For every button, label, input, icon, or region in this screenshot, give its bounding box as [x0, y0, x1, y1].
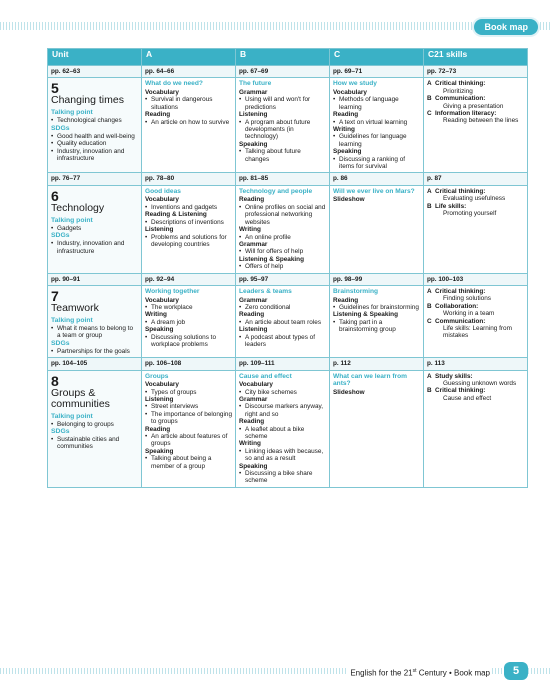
section-heading: Grammar: [239, 240, 268, 248]
column-header-row: [48, 49, 528, 66]
skill-detail: Finding solutions: [443, 295, 491, 303]
skill-text: [435, 203, 496, 218]
unit-title: Technology: [51, 201, 105, 214]
list-item: • Types of groups: [145, 389, 232, 396]
list-item: • Descriptions of inventions: [145, 219, 232, 226]
skill-heading: Collaboration:: [435, 302, 479, 310]
page-range: pp. 81–85: [236, 173, 330, 185]
lesson-a-cell: [142, 78, 236, 173]
section-heading: Speaking: [333, 148, 362, 156]
section-list: [239, 148, 326, 163]
list-item: • Zero conditional: [239, 304, 326, 311]
c21-skills-cell: [424, 285, 528, 357]
list-item: • An article about features of groups: [145, 433, 232, 448]
page-range: p. 113: [424, 358, 528, 370]
talking-point-list: [51, 225, 138, 232]
page-range: pp. 106–108: [142, 358, 236, 370]
skill-text: [435, 288, 491, 303]
section-heading: Listening: [145, 226, 174, 234]
skill-letter: B: [427, 302, 432, 310]
sdgs-label: SDGs: [51, 427, 70, 435]
talking-point-item: • Gadgets: [51, 225, 138, 232]
unit-row: [48, 185, 528, 273]
section-heading: Reading: [145, 111, 171, 119]
skill-heading: Study skills:: [435, 372, 473, 380]
section-heading: Listening & Speaking: [239, 255, 304, 263]
list-item: • Methods of language learning: [333, 96, 420, 111]
sdg-item: • Industry, innovation and infrastructure: [51, 148, 138, 163]
list-item: • The workplace: [145, 304, 232, 311]
skill-item: [427, 80, 524, 95]
section-list: [145, 204, 232, 211]
section-list: [333, 133, 420, 148]
section-list: [333, 156, 420, 171]
unit-cell: [48, 370, 142, 487]
section-list: [145, 403, 232, 425]
skill-letter: A: [427, 287, 432, 295]
skill-detail: Promoting yourself: [443, 210, 497, 218]
page-range: pp. 98–99: [330, 273, 424, 285]
list-item: • Guidelines for language learning: [333, 133, 420, 148]
section-heading: Grammar: [239, 395, 268, 403]
list-item: • Online profiles on social and professional networking websites: [239, 204, 326, 226]
section-list: [333, 96, 420, 111]
skill-item: [427, 110, 524, 125]
section-list: [145, 219, 232, 226]
list-item: • A dream job: [145, 319, 232, 326]
skill-item: [427, 188, 524, 203]
list-item: • Discourse markers anyway, right and so: [239, 403, 326, 418]
section-heading: Grammar: [239, 89, 268, 96]
skill-heading: Critical thinking:: [435, 187, 486, 195]
section-heading: Speaking: [145, 447, 174, 455]
unit-title: Changing times: [51, 94, 124, 107]
skill-item: [427, 373, 524, 388]
section-heading: Listening: [145, 395, 174, 403]
lesson-b-cell: [236, 78, 330, 173]
section-list: [333, 319, 420, 334]
lesson-title: Good ideas: [145, 187, 181, 195]
section-heading: Speaking: [239, 140, 268, 148]
talking-point-item: • What it means to belong to a team or group: [51, 325, 138, 340]
talking-point-list: [51, 117, 138, 124]
unit-number: 5: [51, 80, 59, 97]
unit-row: [48, 370, 528, 487]
section-list: [145, 334, 232, 349]
skill-letter: B: [427, 95, 432, 103]
lesson-a-cell: [142, 370, 236, 487]
skill-item: [427, 203, 524, 218]
lesson-b-cell: [236, 370, 330, 487]
section-heading: Reading: [239, 418, 265, 426]
lesson-b-cell: [236, 185, 330, 273]
skill-letter: B: [427, 387, 432, 395]
skill-detail: Giving a presentation: [443, 102, 504, 110]
skill-heading: Critical thinking:: [435, 387, 486, 395]
page-range: pp. 100–103: [424, 273, 528, 285]
section-heading: Speaking: [239, 462, 268, 470]
sdgs-label: SDGs: [51, 232, 70, 240]
section-heading: Vocabulary: [145, 196, 179, 204]
sdgs-label: SDGs: [51, 339, 70, 347]
section-list: [145, 319, 232, 326]
skill-letter: A: [427, 187, 432, 195]
section-heading: Vocabulary: [145, 89, 179, 96]
section-heading: Listening: [239, 326, 268, 334]
list-item: • Will for offers of help: [239, 248, 326, 255]
column-header-c21: C21 skills: [424, 49, 528, 66]
skill-text: [435, 303, 494, 318]
sdg-item: • Partnerships for the goals: [51, 348, 138, 355]
section-heading: Vocabulary: [145, 381, 179, 389]
talking-point-label: Talking point: [51, 216, 93, 224]
book-map-table: [47, 48, 528, 488]
sdgs-list: [51, 240, 138, 255]
section-list: [239, 470, 326, 485]
unit-title: Groups & communities: [51, 386, 110, 410]
list-item: • Discussing solutions to workplace problems: [145, 334, 232, 349]
section-list: [239, 204, 326, 226]
section-heading: Writing: [333, 126, 355, 134]
page-range: pp. 76–77: [48, 173, 142, 185]
unit-title: Teamwork: [51, 301, 99, 314]
section-heading: Vocabulary: [333, 89, 367, 96]
list-item: • A leaflet about a bike scheme: [239, 426, 326, 441]
section-list: [145, 389, 232, 396]
section-list: [239, 96, 326, 111]
talking-point-label: Talking point: [51, 109, 93, 117]
sdg-item: • Industry, innovation and infrastructure: [51, 240, 138, 255]
section-heading: Writing: [239, 226, 261, 234]
lesson-title: Brainstorming: [333, 287, 379, 295]
lesson-title: The future: [239, 80, 272, 88]
page-range-row: [48, 358, 528, 370]
skill-text: [435, 110, 518, 125]
c21-skills-cell: [424, 370, 528, 487]
skill-detail: Reading between the lines: [443, 117, 519, 125]
section-list: [239, 234, 326, 241]
page-number: 5: [504, 662, 528, 680]
skill-text: [435, 373, 516, 388]
skill-heading: Life skills:: [435, 202, 467, 210]
section-list: [239, 448, 326, 463]
unit-number: 6: [51, 187, 59, 204]
section-heading: Reading: [333, 296, 359, 304]
lesson-title: Working together: [145, 287, 200, 295]
skill-letter: B: [427, 202, 432, 210]
sdg-item: • Good health and well-being: [51, 133, 138, 140]
talking-point-item: • Belonging to groups: [51, 421, 138, 428]
skill-detail: Guessing unknown words: [443, 379, 517, 387]
skill-detail: Prioritizing: [443, 87, 473, 95]
skill-detail: Cause and effect: [443, 394, 492, 402]
skill-letter: C: [427, 110, 432, 118]
list-item: • Guidelines for brainstorming: [333, 304, 420, 311]
skill-detail: Evaluating usefulness: [443, 195, 506, 203]
skill-item: [427, 318, 524, 340]
lesson-c-cell: [330, 370, 424, 487]
sdgs-label: SDGs: [51, 124, 70, 132]
talking-point-list: [51, 325, 138, 340]
page-range: pp. 104–105: [48, 358, 142, 370]
section-heading: Reading & Listening: [145, 211, 207, 219]
sdgs-list: [51, 436, 138, 451]
list-item: • Offers of help: [239, 263, 326, 270]
book-map-badge: Book map: [474, 19, 538, 35]
talking-point-list: [51, 421, 138, 428]
lesson-title: Technology and people: [239, 187, 313, 195]
page-range: pp. 64–66: [142, 66, 236, 78]
skill-item: [427, 95, 524, 110]
page-range: pp. 92–94: [142, 273, 236, 285]
skill-heading: Communication:: [435, 95, 486, 103]
skill-detail: Life skills: Learning from mistakes: [443, 324, 512, 340]
skill-heading: Communication:: [435, 317, 486, 325]
lesson-c-cell: [330, 78, 424, 173]
list-item: • A text on virtual learning: [333, 119, 420, 126]
list-item: • Using will and won't for predictions: [239, 96, 326, 111]
page-range-row: [48, 66, 528, 78]
section-list: [239, 389, 326, 396]
lesson-a-cell: [142, 185, 236, 273]
header-stripe: [0, 22, 550, 30]
skill-detail: Working in a team: [443, 310, 495, 318]
c21-skills-cell: [424, 78, 528, 173]
skill-heading: Critical thinking:: [435, 80, 486, 88]
list-item: • Discussing a bike share scheme: [239, 470, 326, 485]
sdg-item: • Sustainable cities and communities: [51, 436, 138, 451]
list-item: • A podcast about types of leaders: [239, 334, 326, 349]
section-heading: Vocabulary: [239, 381, 273, 389]
skill-text: [435, 387, 491, 402]
section-list: [239, 334, 326, 349]
unit-cell: [48, 185, 142, 273]
lesson-title: Groups: [145, 372, 169, 380]
lesson-b-cell: [236, 285, 330, 357]
lesson-a-cell: [142, 285, 236, 357]
list-item: • The importance of belonging to groups: [145, 411, 232, 426]
unit-cell: [48, 285, 142, 357]
column-header-c: C: [330, 49, 424, 66]
lesson-c-cell: [330, 285, 424, 357]
section-list: [145, 234, 232, 249]
section-list: [145, 433, 232, 448]
lesson-title: How we study: [333, 80, 377, 88]
list-item: • Inventions and gadgets: [145, 204, 232, 211]
column-header-unit: Unit: [48, 49, 142, 66]
list-item: • Linking ideas with because, so and as a result: [239, 448, 326, 463]
section-heading: Reading: [239, 196, 265, 204]
skill-item: [427, 303, 524, 318]
list-item: • Survival in dangerous situations: [145, 96, 232, 111]
lesson-title: Leaders & teams: [239, 287, 292, 295]
list-item: • Taking part in a brainstorming group: [333, 319, 420, 334]
section-list: [239, 263, 326, 270]
page-range: pp. 67–69: [236, 66, 330, 78]
list-item: • An article on how to survive: [145, 119, 232, 126]
page-range: pp. 78–80: [142, 173, 236, 185]
unit-number: 8: [51, 372, 59, 389]
section-list: [145, 119, 232, 126]
page-range: pp. 109–111: [236, 358, 330, 370]
unit-row: [48, 285, 528, 357]
talking-point-label: Talking point: [51, 316, 93, 324]
section-heading: Reading: [239, 311, 265, 319]
sdgs-list: [51, 133, 138, 163]
section-heading: Grammar: [239, 296, 268, 304]
skill-text: [435, 95, 503, 110]
list-item: • A program about future developments (in technology): [239, 119, 326, 141]
list-item: • City bike schemes: [239, 389, 326, 396]
skill-heading: Critical thinking:: [435, 287, 486, 295]
lesson-title: Will we ever live on Mars?: [333, 187, 415, 195]
lesson-title: Cause and effect: [239, 372, 292, 380]
section-list: [333, 304, 420, 311]
footer-title: [346, 666, 490, 679]
page-range: p. 87: [424, 173, 528, 185]
section-list: [145, 455, 232, 470]
skill-text: [435, 188, 505, 203]
page-range-row: [48, 273, 528, 285]
skill-item: [427, 288, 524, 303]
section-heading: Speaking: [145, 326, 174, 334]
page-range-row: [48, 173, 528, 185]
page-range: p. 112: [330, 358, 424, 370]
skill-heading: Information literacy:: [435, 110, 497, 118]
talking-point-item: • Technological changes: [51, 117, 138, 124]
unit-number: 7: [51, 287, 59, 304]
footer-text-post: Century • Book map: [416, 668, 490, 678]
list-item: • An article about team roles: [239, 319, 326, 326]
skill-text: [435, 318, 524, 340]
list-item: • Talking about being a member of a group: [145, 455, 232, 470]
section-heading: Slideshow: [333, 388, 365, 396]
section-heading: Slideshow: [333, 196, 365, 204]
sdg-item: • Quality education: [51, 140, 138, 147]
footer-text-sup: st: [412, 668, 417, 674]
skill-letter: A: [427, 372, 432, 380]
c21-skills-cell: [424, 185, 528, 273]
column-header-a: A: [142, 49, 236, 66]
section-heading: Writing: [239, 440, 261, 448]
page-range: pp. 72–73: [424, 66, 528, 78]
unit-row: [48, 78, 528, 173]
unit-cell: [48, 78, 142, 173]
section-heading: Writing: [145, 311, 167, 319]
lesson-title: What can we learn from ants?: [333, 372, 408, 388]
list-item: • Problems and solutions for developing countries: [145, 234, 232, 249]
section-list: [145, 96, 232, 111]
section-heading: Listening & Speaking: [333, 311, 398, 319]
section-heading: Vocabulary: [145, 296, 179, 304]
lesson-c-cell: [330, 185, 424, 273]
lesson-title: What do we need?: [145, 80, 203, 88]
talking-point-label: Talking point: [51, 412, 93, 420]
section-list: [145, 304, 232, 311]
section-list: [333, 119, 420, 126]
section-list: [239, 403, 326, 418]
section-list: [239, 119, 326, 141]
list-item: • Street interviews: [145, 403, 232, 410]
page-range: pp. 69–71: [330, 66, 424, 78]
list-item: • Discussing a ranking of items for survival: [333, 156, 420, 171]
section-heading: Reading: [145, 425, 171, 433]
page-range: pp. 62–63: [48, 66, 142, 78]
section-list: [239, 426, 326, 441]
section-list: [239, 304, 326, 311]
list-item: • Talking about future changes: [239, 148, 326, 163]
section-heading: Reading: [333, 111, 359, 119]
skill-text: [435, 80, 485, 95]
skill-letter: A: [427, 80, 432, 88]
page-range: pp. 90–91: [48, 273, 142, 285]
footer-text-pre: English for the 21: [350, 668, 413, 678]
list-item: • An online profile: [239, 234, 326, 241]
skill-letter: C: [427, 317, 432, 325]
section-heading: Listening: [239, 111, 268, 119]
page-range: pp. 95–97: [236, 273, 330, 285]
page-range: p. 86: [330, 173, 424, 185]
section-list: [239, 248, 326, 255]
section-list: [239, 319, 326, 326]
sdgs-list: [51, 348, 138, 355]
column-header-b: B: [236, 49, 330, 66]
skill-item: [427, 387, 524, 402]
